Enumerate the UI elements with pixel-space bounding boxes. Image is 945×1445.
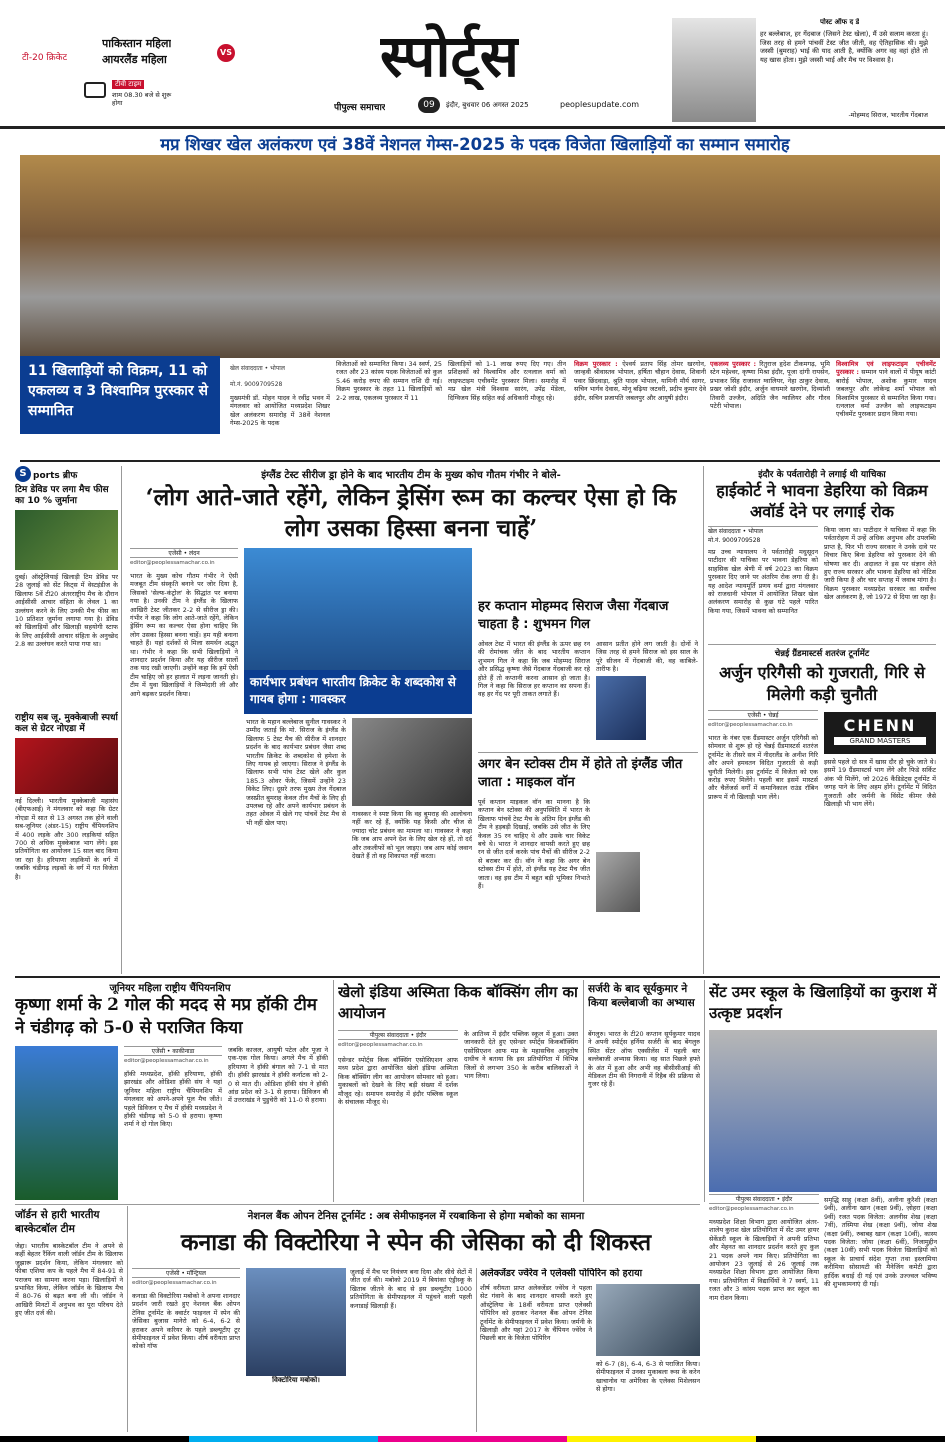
chess-byline: एजेंसी • चेन्नई: [708, 710, 818, 720]
brief-text1: दुबई। ऑस्ट्रेलियाई खिलाड़ी टिम डेविड पर 28 जुलाई को सेंट किट्स में वेस्टइंडीज के खिलाफ 5वें टी20 अंतरराष्ट्रीय मैच के दौरान आईसीसी आचार संहिता के लेवल 1 का उल्लंघन करने के लिए उनकी मैच फीस का 10 प्रतिशत जुर्माना लगाया गया है। डेविड को खिलाड़ियों और खिलाड़ी सहयोगी स्टाफ के लिए आईसीसी आचार संहिता के अनुच्छेद 2.8 का उल्लंघन करते पाया गया था।: [15, 573, 118, 649]
gavaskar-headline: कार्यभार प्रबंधन भारतीय क्रिकेट के शब्दकोश से गायब होगा : गावस्कर: [244, 670, 472, 714]
team2: आयरलैंड महिला: [102, 53, 167, 66]
lead-col1: मुख्यमंत्री डॉ. मोहन यादव ने रवींद्र भवन में मंगलवार को आयोजित मध्यप्रदेश शिखर खेल अलंकरण समारोह में 38वें नेशनल गेम्स-2025 के पदक: [230, 394, 330, 428]
court-headline: हाईकोर्ट ने भावना डेहरिया को विक्रम अवॉर्ड देने पर लगाई रोक: [716, 481, 928, 521]
vikram-box: [574, 360, 706, 444]
lead-col3: खिलाड़ियों को 1-1 लाख रुपए दिए गए। तीन प्रशिक्षकों को विश्वामित्र और रत्नलाल वर्मा को लाइफटाइम एचीवमेंट पुरस्कार मिला। समारोह में मप्र खेल मंत्री विश्वास सारंग, उपेंद्र मेंडेला, दिग्विजय सिंह सहित कई अधिकारी मौजूद रहे।: [448, 360, 566, 402]
tennis-headline: कनाडा की विक्टोरिया ने स्पेन की जेसिका को दी शिकस्त: [180, 1229, 652, 1256]
kurash-photo: [709, 1030, 937, 1192]
brief-head1: टिम डेविड पर लगा मैच फीस का 10 % जुर्माना: [15, 485, 109, 506]
gambhir-text: भारत के मुख्य कोच गौतम गंभीर ने ऐसी मजबूत टीम संस्कृति बनाने पर जोर दिया है, जिसको 'सेल्फ-कंट्रोल' के सिद्धांत पर बनाया गया है। उनकी टीम ने इंग्लैंड के खिलाफ आखिरी टेस्ट जीतकर 2-2 से सीरीज ड्रा की। गंभीर ने कहा कि लोग आते-जाते रहेंगे, लेकिन ड्रेसिंग रूम का कल्चर ऐसा होना चाहिए कि लोग उसका हिस्सा बनना चाहें। हम यही बनाना चाहते हैं। यहां दर्शकों से मिला समर्थन अद्भुत था। गंभीर ने कहा कि सभी खिलाड़ियों ने शानदार प्रदर्शन किया और यह सीरीज सालों तक याद रखी जाएगी। उन्होंने कहा कि हमें ऐसी टीम चाहिए जो हर हालात में लड़ना जानती हो। टीम में युवा खिलाड़ियों ने जिम्मेदारी ली और आगे बढ़कर प्रदर्शन किया।: [130, 572, 238, 698]
team1: पाकिस्तान महिला: [102, 37, 172, 50]
paper-name: पीपुल्स समाचार: [334, 103, 386, 113]
basket-headline: जॉर्डन से हारी भारतीय बास्केटबॉल टीम: [15, 1209, 100, 1235]
brief-divider: [121, 466, 122, 974]
court-byline: खेल संवाददाता • भोपाल: [708, 526, 818, 535]
gambhir-photo: [244, 548, 472, 670]
hockey-email: editor@peoplessamachar.co.in: [124, 1058, 209, 1064]
website: peoplesupdate.com: [560, 100, 640, 109]
surya-text: बेंगलुरु। भारत के टी20 कप्तान सूर्यकुमार यादव ने अपनी स्पोर्ट्स हर्निया सर्जरी के बाद बेंगलुरु स्थित सेंटर ऑफ एक्सीलेंस में पहली बार बल्लेबाजी अभ्यास किया। वह सात पिछले हफ्ते के अंत में हुआ और अभी वह बीसीसीआई की मेडिकल टीम की निगरानी में रिहैब की प्रक्रिया से गुजर रहे हैं।: [588, 1030, 700, 1089]
page-number: 09: [418, 97, 440, 113]
kurash-email: editor@peoplessamachar.co.in: [709, 1206, 794, 1212]
boxing-email: editor@peoplessamachar.co.in: [338, 1042, 423, 1048]
shubman-text: ओवल टेस्ट में भारत की इंग्लैंड के ऊपर छह रन की रोमांचक जीत के बाद भारतीय कप्तान शुभमन गिल ने कहा कि जब मोहम्मद सिराज और प्रसिद्ध कृष्णा जैसे गेंदबाज गेंदबाजी कर रहे होते हैं तो कप्तानी करना आसान हो जाता है। गिल ने कहा कि सिराज हर कप्तान का सपना हैं। वह हर गेंद पर पूरी ताकत लगाते हैं।: [478, 640, 590, 699]
tennis-text2: जुलाई में मैच पर नियंत्रण बना दिया और सीधे सेटों में जीत दर्ज की। मबोको 2019 में बियांका एंड्रीस्कू के खिताब जीतने के बाद से इस डब्ल्यूटीए 1000 प्रतियोगिता के सेमीफाइनल में पहुंचने वाली पहली कनाडाई खिलाड़ी हैं।: [350, 1268, 472, 1310]
gavaskar-text2: गावस्कर ने स्पष्ट किया कि वह बुमराह की आलोचना नहीं कर रहे हैं, क्योंकि यह किसी और चीज से ज्यादा चोट प्रबंधन का मामला था। गावस्कर ने कहा कि जब आप अपने देश के लिए खेल रहे हों, तो दर्द और तकलीफों को भूल जाइए। जब आप कोई जवान देखते हैं तो वह शिकायत नहीं करता।: [352, 810, 472, 861]
chess-email: editor@peoplessamachar.co.in: [708, 722, 793, 728]
boxing-text: एसेन्डर स्पोर्ट्स किक बॉक्सिंग एसोसिएशन आफ मध्य प्रदेश द्वारा आयोजित खेलो इंडिया अस्मिता किक बॉक्सिंग लीग का आयोजन सोमवार को हुआ। मुकाबलों को देखने के लिए बड़ी संख्या में दर्शक मौजूद रहे। समापन समारोह में इंदौर पब्लिक स्कूल के संचालक मौजूद थे।: [338, 1056, 458, 1107]
footer-strip: [0, 1436, 945, 1442]
boxing-headline: खेलो इंडिया अस्मिता किक बॉक्सिंग लीग का आयोजन: [338, 983, 578, 1022]
hockey-text: हॉकी मध्यप्रदेश, हॉकी हरियाणा, हॉकी झारखंड और ओडिशा हॉकी संघ ने यहां जूनियर महिला राष्ट्रीय चैंपियनशिप में मंगलवार को अपने-अपने पूल मैच जीते। पहले डिविजन ए मैच में हॉकी मध्यप्रदेश ने हॉकी चंडीगढ़ को 5-0 से हराया। कृष्णा शर्मा ने दो गोल किए।: [124, 1070, 222, 1129]
hockey-kicker: जूनियर महिला राष्ट्रीय चैंपियनशिप: [109, 983, 231, 994]
vishwa-text: सम्मान पाने वालों में पीयूष कांटी बारोई भोपाल, अशोक कुमार यादव जबलपुर और लोकेन्द्र शर्मा भोपाल को विश्वामित्र पुरस्कार से सम्मानित किया गया। रत्नलाल वर्मा उज्जैन को लाइफटाइम एचीवमेंट पुरस्कार प्रदान किया गया।: [836, 368, 936, 419]
lead-byline: खेल संवाददाता • भोपाल: [230, 365, 285, 372]
match-promo: [22, 36, 247, 116]
basket-divider-top: [15, 1204, 700, 1205]
tv-time: शाम 08.30 बजे से शुरू होगा: [112, 91, 172, 107]
kurash-byline: पीपुल्स संवाददाता • इंदौर: [709, 1194, 819, 1204]
siraj-photo: [672, 18, 756, 122]
sports-brief: [15, 466, 118, 974]
gambhir-headline: ‘लोग आते-जाते रहेंगे, लेकिन ड्रेसिंग रूम का कल्चर ऐसा हो कि लोग उसका हिस्सा बनना चाहें’: [145, 484, 677, 542]
kurash-text: मध्यप्रदेश शिक्षा विभाग द्वारा आयोजित अंतर-शालेय कुराश खेल प्रतियोगिता में सेंट उमर हायर सेकेंडरी स्कूल के खिलाड़ियों ने अपनी प्रतिभा और मेहनत का शानदार प्रदर्शन करते हुए कुल 21 पदक अपने नाम किए। प्रतियोगिता का आयोजन 23 जुलाई से 26 जुलाई तक मध्यप्रदेश शिक्षा विभाग द्वारा आयोजित किया गया। प्रतियोगिता में विद्यार्थियों ने 7 स्वर्ण, 11 रजत और 3 कांस्य पदक प्राप्त कर स्कूल का नाम रोशन किया।: [709, 1218, 819, 1302]
chess-text2: इससे पहले दो सत्र में खास दौर हो चुके जाते थे। इसमें 19 ग्रैंडमास्टर्स भाग लेंगे और फिडे सर्किट अंक भी मिलेंगे, जो 2026 कैंडिडेट्स टूर्नामेंट में जगह पाने के लिए अहम होंगे। टूर्नामेंट में विदित गुजराती और जर्मनी के विंसेंट कीमर जैसे खिलाड़ी भी भाग लेंगे।: [824, 758, 936, 809]
zverev-headline: अलेक्जेंडर ज्वेरेव ने एलेक्सी पोपिरिन को हराया: [480, 1268, 643, 1279]
lead-divider: [20, 460, 940, 462]
tennis-kicker: नेशनल बैंक ओपन टेनिस टूर्नामेंट : अब सेमीफाइनल में रयबाकिना से होगा मबोको का सामना: [247, 1211, 585, 1222]
hockey-byline: एजेंसी • काकीनाडा: [124, 1046, 222, 1056]
dateline: इंदौर, बुधवार 06 अगस्त 2025: [446, 101, 529, 109]
vaughan-headline: अगर बेन स्टोक्स टीम में होते तो इंग्लैंड जीत जाता : माइकल वॉन: [478, 757, 683, 790]
gavaskar-photo: [352, 718, 472, 806]
basket-text: जेद्दा। भारतीय बास्केटबॉल टीम ने अपने से कहीं बेहतर रैंकिंग वाली जॉर्डन टीम के खिलाफ जुझारू प्रदर्शन किया, लेकिन मंगलवार को फीबा एशिया कप के पहले मैच में 84-91 से पराजय का सामना करना पड़ा। खिलाड़ियों ने प्रभावित किया, लेकिन जॉर्डन के खिलाफ मैच में 80-76 से बढ़त बना ली थी। जॉर्डन ने आखिरी मिनटों में अनुभव का पूरा परिचय देते हुए जीत दर्ज की।: [15, 1242, 123, 1318]
gambhir-byline: एजेंसी • लंदन: [130, 548, 238, 558]
mboko-photo: [246, 1268, 346, 1376]
eklavya-text: रितुराज हृदेश टीकमगढ़, भूमि स्टेन महेश्वर, कृष्णा मिश्रा इंदौर, पूजा दांगी रायसेन, प्रभाकर सिंह राजावत ग्वालियर, नेहा ठाकुर देवास, प्रखर जोशी इंदौर, अर्जुन वाघमारे खरगोन, दिव्यांशी तिवारी उज्जैन, अदिति जैन ग्वालियर और गौरव पटेरी भोपाल।: [710, 360, 830, 411]
chess-logo-sub: GRAND MASTERS: [834, 737, 926, 745]
gavaskar-text: भारत के महान बल्लेबाज सुनील गावस्कर ने उम्मीद जताई कि मो. सिराज के इंग्लैंड के खिलाफ 5 टेस्ट मैच की सीरीज में शानदार प्रदर्शन के बाद कार्यभार प्रबंधन जैसा शब्द भारतीय क्रिकेट के शब्दकोश से हमेशा के लिए गायब हो जाएगा। सिराज ने इंग्लैंड के खिलाफ सभी पांच टेस्ट खेले और कुल 185.3 ओवर फेंके, जिसमें उन्होंने 23 विकेट लिए। दूसरे तरफ मुख्य तेज गेंदबाज जसप्रीत बुमराह केवल तीन मैचों के लिए ही उपलब्ध रहे और अपने कार्यभार प्रबंधन के तहत ओवल में खेले गए पांचवें टेस्ट मैच से भी नहीं खेल पाए।: [246, 718, 346, 827]
vs-badge: VS: [217, 44, 235, 62]
boxing-gloves-photo: [15, 738, 118, 794]
tv-label: टीवी टाइम: [112, 80, 144, 89]
post-label: पोस्ट ऑफ द डे: [820, 18, 860, 26]
center-right-divider: [703, 466, 704, 974]
court-divider: [708, 644, 936, 645]
hockey-photo: [15, 1046, 118, 1200]
t20-label: टी-20 क्रिकेट: [22, 53, 68, 63]
chess-logo-text: CHENN: [843, 716, 917, 735]
boxing-divider: [583, 980, 584, 1202]
vaughan-text: पूर्व कप्तान माइकल वॉन का मानना है कि कप्तान बेन स्टोक्स की अनुपस्थिति में भारत के खिलाफ पांचवें टेस्ट मैच के अंतिम दिन इंग्लैंड की टीम ने हड़बड़ी दिखाई, जबकि उसे जीत के लिए केवल 35 रन चाहिए थे और उसके चार विकेट बचे थे। भारत ने शानदार वापसी करते हुए छह रन से जीत दर्ज करके पांच मैचों की सीरीज 2-2 से बराबर कर दी। वॉन ने कहा कि अगर बेन स्टोक्स टीम में होते, तो इंग्लैंड यह टेस्ट मैच जीत जाता। वह इस टीम में बहुत बड़ी भूमिका निभाते हैं।: [478, 798, 590, 891]
hockey-headline: कृष्णा शर्मा के 2 गोल की मदद से मप्र हॉकी टीम ने चंडीगढ़ को 5-0 से पराजित किया: [15, 995, 317, 1038]
surya-headline: सर्जरी के बाद सूर्यकुमार ने किया बल्लेबाजी का अभ्यास: [588, 983, 695, 1009]
tv-icon: [84, 82, 106, 98]
vikram-text: ऐश्वर्य प्रताप सिंह तोमर खरगोन, जान्हवी श्रीवास्तव भोपाल, हर्षिता चौहान देवास, शिवानी पवार छिंदवाड़ा, श्रुति यादव भोपाल, यामिनी मौर्य सागर, सचिन भार्गव देवास, मोनू बढ़िया जटवरी, प्रदीप कुमार देवे इंदौर, सचिन प्रजापति जबलपुर और आयुषी इंदौर।: [574, 360, 706, 402]
tim-david-photo: [15, 510, 118, 570]
zverev-photo: [596, 1284, 700, 1356]
court-text: मप्र उच्च न्यायालय ने पर्वतारोही मधुसूदन पाटीदार की याचिका पर भावना डेहरिया को साहसिक खेल श्रेणी में वर्ष 2023 का विक्रम पुरस्कार दिए जाने पर अंतरिम रोक लगा दी है। यह आदेश न्यायमूर्ति प्रणय वर्मा द्वारा मंगलवार को राजधानी भोपाल में आयोजित शिखर खेल अलंकरण समारोह से कुछ घंटे पहले पारित किया गया, जिसमें भावना को सम्मानित: [708, 548, 818, 615]
tennis-email: editor@peoplessamachar.co.in: [132, 1280, 217, 1286]
surya-divider: [704, 980, 705, 1202]
section-title: स्पोर्ट्स: [380, 22, 519, 90]
court-text2: किया जाना था। पाटीदार ने याचिका में कहा कि पर्वतारोहण में उन्हें अधिक अनुभव और उपलब्धि प्राप्त है, फिर भी राज्य सरकार ने उनके दावे पर विचार किए बिना डेहरिया को पुरस्कार देने की घोषणा कर दी। अदालत ने इस पर संज्ञान लेते हुए राज्य सरकार और भावना डेहरिया को नोटिस जारी किया है और चार सप्ताह में जवाब मांगा है। विक्रम पुरस्कार मध्यप्रदेश सरकार का सर्वोच्च खेल अलंकरण है, जो 1972 से दिया जा रहा है।: [824, 526, 936, 602]
chess-logo: [824, 712, 936, 754]
post-text: हर बल्लेबाज, हर गेंदबाज (जिसने टेस्ट खेला), मैं उसे सलाम करता हूं। जिस तरह से हमने पांचवीं टेस्ट जीत जीती, वह ऐतिहासिक थी। मुझे जस्सी (बुमराह) भाई की याद आती है, क्योंकि अगर वह वहां होते तो यह खास होता। मुझे जस्सी भाई और मैच पर विश्वास है।: [760, 30, 928, 64]
lead-col2: विजेताओं को सम्मानित किया। 34 स्वर्ण, 25 रजत और 23 कांस्य पदक विजेताओं को कुल 5.46 करोड़ रुपए की सम्मान राशि दी गई। विक्रम पुरस्कार के तहत 11 खिलाड़ियों को 2-2 लाख, एकलव्य पुरस्कार में 11: [336, 360, 442, 402]
shubman-headline: हर कप्तान मोहम्मद सिराज जैसा गेंदबाज चाहता है : शुभमन गिल: [478, 599, 669, 632]
shubman-photo: [596, 676, 646, 740]
chess-headline: अर्जुन एरिगैसी को गुजराती, गिरि से मिलेगी कड़ी चुनौती: [719, 663, 925, 704]
vaughan-photo: [596, 852, 640, 912]
masthead-divider: [0, 126, 945, 129]
vikram-label: विक्रम पुरस्कार :: [574, 360, 618, 368]
eklavya-box: [710, 360, 830, 444]
gambhir-email: editor@peoplessamachar.co.in: [130, 560, 215, 566]
lead-photo-caption: 11 खिलाड़ियों को विक्रम, 11 को एकलव्य व 3 विश्वामित्र पुरस्कार से सम्मानित: [20, 356, 220, 434]
eklavya-label: एकलव्य पुरस्कार :: [710, 360, 757, 368]
hockey-divider: [333, 980, 334, 1202]
mboko-caption: विक्टोरिया मबोको।: [272, 1376, 320, 1384]
masthead: [0, 0, 945, 128]
lead-photo: [20, 155, 940, 358]
brief-label: ports ब्रीफ: [33, 470, 78, 481]
kurash-text2: समृद्धि साहू (कक्षा 8वीं), अलीना कुरैशी (कक्षा 9वीं), अलीना खान (कक्षा 9वीं), ज़ोहरा (कक्षा 9वीं) रजत पदक विजेता: अलनीस शेख (कक्षा 7वीं), तस्मिया शेख (कक्षा 9वीं), जोया शेख (कक्षा 9वीं), रुबाबह खान (कक्षा 10वीं), कास्य पदक विजेता: जोया (कक्षा 6वीं), निजामुद्दीन (कक्षा 10वीं) सभी पदक विजेता खिलाड़ियों को स्कूल के प्राचार्य संदेश गुप्ता तथा इस्लामिया करीमिया सोसायटी की मैनेजिंग कमेटी द्वारा हार्दिक बधाई दी गई एवं उनके उज्ज्वल भविष्य की शुभकामनाएं दी गई।: [824, 1196, 937, 1289]
brief-head2: राष्ट्रीय सब जू. मुक्केबाजी स्पर्धा कल से ग्रेटर नोएडा में: [15, 713, 118, 734]
zverev-text: शीर्ष वरीयता प्राप्त अलेक्जेंडर ज्वेरेव ने पहला सेट गंवाने के बाद शानदार वापसी करते हुए ऑस्ट्रेलिया के 18वीं वरीयता प्राप्त एलेक्सी पोपिरिन को हराकर नेशनल बैंक ओपन टेनिस टूर्नामेंट के सेमीफाइनल में प्रवेश किया। जर्मनी के खिलाड़ी और यहां 2017 के चैंपियन ज्वेरेव ने पिछली बार के विजेता पोपिरिन: [480, 1284, 592, 1343]
tennis-divider: [476, 1268, 477, 1432]
lead-mob: मो.नं. 9009709528: [230, 381, 283, 388]
tennis-text: कनाडा की विक्टोरिया मबोको ने अपना शानदार प्रदर्शन जारी रखते हुए नेशनल बैंक ओपन टेनिस टूर्नामेंट के क्वार्टर फाइनल में स्पेन की जेसिका बुजास मानेरो को 6-4, 6-2 से हराकर अपने करियर के पहले डब्ल्यूटीए टूर सेमीफाइनल में प्रवेश किया। शीर्ष वरीयता प्राप्त कोको गॉफ: [132, 1292, 240, 1351]
chess-kicker: चेन्नई ग्रैंडमास्टर्स शतरंज टूर्नामेंट: [774, 649, 870, 659]
shubman-divider: [478, 752, 698, 753]
boxing-text2: के आतिथ्य में इंदौर पब्लिक स्कूल में हुआ। उक्त जानकारी देते हुए एसेन्डर स्पोर्ट्स किकबॉक्सिंग एसोसिएशन आफ मप्र के महासचिव आशुतोष दाधीच ने बताया कि इस प्रतियोगिता में विभिन्न जिलों से लगभग 350 के करीब बालिकाओं ने भाग लिया।: [464, 1030, 578, 1081]
chess-text: भारत के नंबर एक ग्रैंडमास्टर अर्जुन एरिगैसी को सोमवार से शुरू हो रहे चेन्नई ग्रैंडमास्टर्स शतरंज टूर्नामेंट के तीसरे सत्र में नीदरलैंड के अनीश गिरि और अपने हमवतन विदित गुजराती से कड़ी चुनौती मिलेगी। इस टूर्नामेंट में विजेता को एक करोड़ रुपए मिलेंगे। पहली बार इसमें मास्टर्स और चैलेंजर्स वर्गों में कमानिकाल राउंड रॉबिन प्रारूप में नौ खिलाड़ी भाग लेंगे।: [708, 734, 818, 801]
basket-divider: [127, 1206, 128, 1432]
shubman-text2: आसान प्रतीत होने लग जाती है। दोनों ने जिस तरह से हमने सिराज को इस साल के पूरे सीजन में गेंदबाजी की, वह काबिले-तारीफ है।: [596, 640, 698, 674]
hockey-text2: जबकि काजल, आयुषी पटेल और पूजा ने एक-एक गोल किया। अगले मैच में हॉकी हरियाणा ने हॉकी बंगाल को 7-1 से मात दी। हॉकी झारखंड ने हॉकी कर्नाटक को 2-0 से मात दी। ओडिशा हॉकी संघ ने हॉकी आंध्र प्रदेश को 3-1 से हराया। डिविजन बी में उत्तराखंड ने पुडुचेरी को 11-0 से हराया।: [228, 1046, 328, 1105]
vishwa-label: विश्वामित्र एवं लाइफटाइम एचीवमेंट पुरस्कार :: [836, 360, 936, 377]
court-kicker: इंदौर के पर्वतारोही ने लगाई थी याचिका: [758, 470, 886, 480]
tennis-byline: एजेंसी • मॉन्ट्रियल: [132, 1268, 240, 1278]
brief-s-badge: S: [15, 466, 31, 482]
mid-divider: [15, 976, 940, 978]
vishwa-box: [836, 360, 936, 444]
post-author: -मोहम्मद सिराज, भारतीय गेंदबाज: [848, 111, 928, 119]
lead-headline: मप्र शिखर खेल अलंकरण एवं 38वें नेशनल गेम्स-2025 के पदक विजेता खिलाड़ियों का सम्मान समारोह: [160, 135, 790, 154]
court-mob: मो.नं. 9009709528: [708, 537, 761, 544]
brief-text2: नई दिल्ली। भारतीय मुक्केबाजी महासंघ (बीएफआई) ने मंगलवार को कहा कि ग्रेटर नोएडा में सात से 13 अगस्त तक होने वाली सब-जूनियर (अंडर-15) राष्ट्रीय चैंपियनशिप में 400 लड़के और 300 लड़कियां सहित 700 से अधिक मुक्केबाज भाग लेंगे। इस प्रतियोगिता का आयोजन 15 साल बाद किया जा रहा है। हरियाणा लड़कियों के वर्ग में जबकि चंडीगढ़ लड़कों के वर्ग में गत विजेता है।: [15, 797, 118, 881]
boxing-byline: पीपुल्स संवाददाता • इंदौर: [338, 1030, 458, 1040]
kurash-headline: सेंट उमर स्कूल के खिलाड़ियों का कुराश में उत्कृष्ट प्रदर्शन: [709, 983, 937, 1022]
gambhir-kicker: इंग्लैंड टेस्ट सीरीज ड्रा होने के बाद भारतीय टीम के मुख्य कोच गौतम गंभीर ने बोले-: [261, 470, 561, 481]
zverev-text2: को 6-7 (8), 6-4, 6-3 से पराजित किया। सेमीफाइनल में उनका मुकाबला रूस के करेन खाचानोव या अमेरिका के एलेक्स मिशेलसन से होगा।: [596, 1360, 700, 1394]
